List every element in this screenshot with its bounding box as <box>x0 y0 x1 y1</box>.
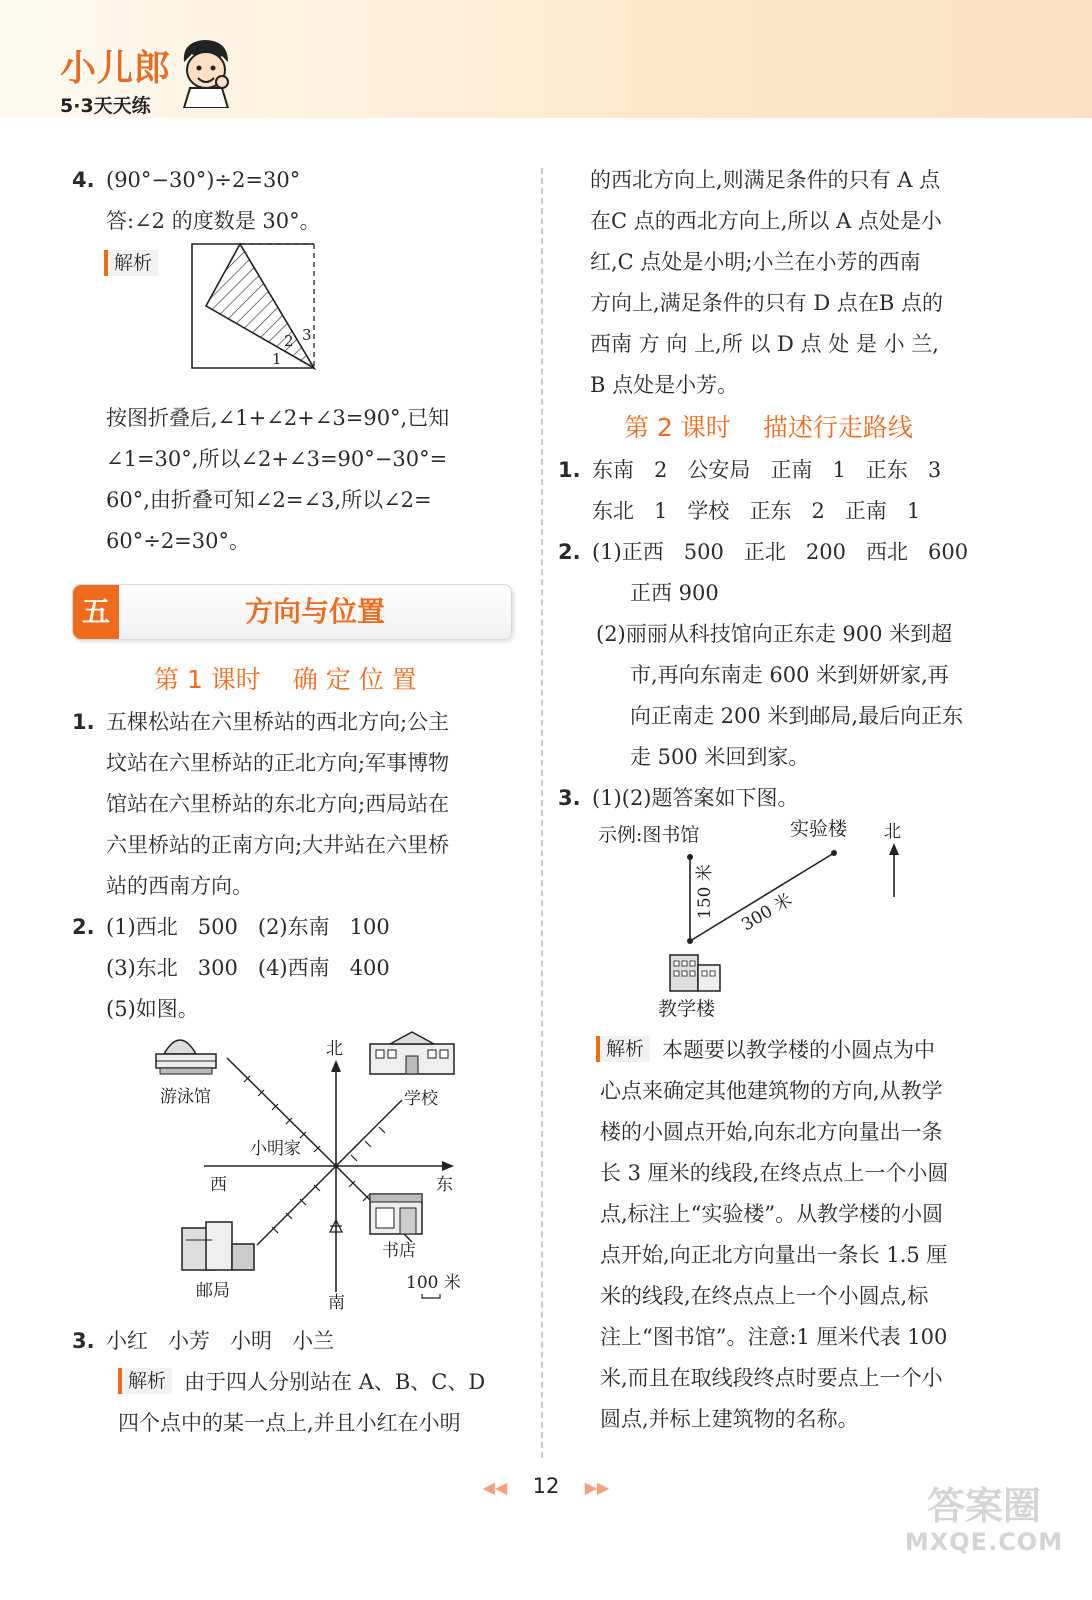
fold-text-line: 60°,由折叠可知∠2=∠3,所以∠2= <box>106 488 432 512</box>
q1-line: 1. 五棵松站在六里桥站的西北方向;公主 <box>72 710 450 734</box>
r-jiexi-line: 楼的小圆点开始,向东北方向量出一条 <box>600 1120 943 1144</box>
q2-line: (5)如图。 <box>106 997 199 1021</box>
jiexi-tag: 解析 <box>596 1036 650 1062</box>
continued-line: 方向上,满足条件的只有 D 点在B 点的 <box>590 291 943 315</box>
right-column <box>558 160 1008 1440</box>
r-q2-2-line: 市,再向东南走 600 米到妍妍家,再 <box>630 663 949 687</box>
r-q2-2-line: 向正南走 200 米到邮局,最后向正东 <box>630 704 964 728</box>
r-q1-line: 东北 1 学校 正东 2 正南 1 <box>592 499 921 523</box>
fold-text-line: ∠1=30°,所以∠2+∠3=90°−30°= <box>106 447 448 471</box>
route-diagram <box>558 819 1008 1019</box>
jiexi-tag: 解析 <box>118 1368 172 1394</box>
fold-figure-block <box>72 242 512 382</box>
direction-map <box>72 1030 512 1310</box>
q1-line: 坟站在六里桥站的正北方向;军事博物 <box>106 751 450 775</box>
r-jiexi-line: 长 3 厘米的线段,在终点点上一个小圆 <box>600 1161 949 1185</box>
brand-logo <box>60 40 171 118</box>
column-divider <box>541 168 543 1458</box>
mascot-icon <box>178 36 234 108</box>
r-jiexi-line: 米,而且在取线段终点时要点上一个小 <box>600 1366 943 1390</box>
q3-jiexi: 解析 由于四人分别站在 A、B、C、D <box>72 1362 512 1403</box>
example-label: 示例:图书馆 <box>598 824 700 846</box>
continued-line: B 点处是小芳。 <box>590 373 739 397</box>
angle-label-1: 1 <box>272 350 282 368</box>
page-footer <box>476 1474 616 1498</box>
angle-label-2: 2 <box>284 332 294 350</box>
r-q2-line: 正西 900 <box>630 581 719 605</box>
r-jiexi-line: 心点来确定其他建筑物的方向,从教学 <box>600 1079 943 1103</box>
q1-line: 六里桥站的正南方向;大井站在六里桥 <box>106 833 450 857</box>
r-q2-2-line: (2)丽丽从科技馆向正东走 900 米到超 <box>596 622 953 646</box>
r-jiexi-line: 点,标注上“实验楼”。从教学楼的小圆 <box>600 1202 944 1226</box>
unit-banner <box>72 584 512 640</box>
r-jiexi-line: 注上“图书馆”。注意:1 厘米代表 100 <box>600 1325 948 1349</box>
south-label: 南 <box>328 1293 345 1310</box>
q4-answer: 答:∠2 的度数是 30°。 <box>106 209 321 233</box>
watermark-url: MXQE.COM <box>904 1528 1064 1556</box>
post-office-label: 邮局 <box>196 1281 230 1301</box>
left-column <box>72 160 512 1444</box>
east-label: 东 <box>436 1175 453 1195</box>
school-icon <box>370 1032 454 1074</box>
q3-line: 3. 小红 小芳 小明 小兰 <box>72 1329 335 1353</box>
bookstore-icon <box>370 1194 422 1234</box>
angle-label-3: 3 <box>302 326 312 344</box>
teaching-building-icon <box>670 955 720 991</box>
north-label: 北 <box>326 1039 343 1059</box>
bookstore-label: 书店 <box>382 1241 416 1261</box>
r-jiexi-line: 米的线段,在终点点上一个小圆点,标 <box>600 1284 929 1308</box>
jiexi-tag: 解析 <box>104 250 158 276</box>
r-jiexi: 解析 本题要以教学楼的小圆点为中 <box>558 1030 1008 1071</box>
lesson1-heading: 第 1 课时 确 定 位 置 <box>154 665 417 694</box>
home-label: 小明家 <box>250 1139 301 1159</box>
fold-explanation <box>72 398 512 562</box>
continued-line: 在C 点的西北方向上,所以 A 点处是小 <box>590 209 942 233</box>
q1-line: 馆站在六里桥站的东北方向;西局站在 <box>106 792 450 816</box>
fold-figure <box>190 242 320 374</box>
unit-number: 五 <box>73 585 119 639</box>
r-q1-line: 1. 东南 2 公安局 正南 1 正东 3 <box>558 458 942 482</box>
r-jiexi-line: 点开始,向正北方向量出一条长 1.5 厘 <box>600 1243 948 1267</box>
fold-text-line: 按图折叠后,∠1+∠2+∠3=90°,已知 <box>106 406 450 430</box>
continued-line: 西南 方 向 上,所 以 D 点 处 是 小 兰, <box>590 332 939 356</box>
school-label: 学校 <box>404 1089 438 1109</box>
distance-300: 300 米 <box>738 889 796 936</box>
brand-series: 5·3天天练 <box>60 95 151 117</box>
lab-label: 实验楼 <box>790 819 848 840</box>
q2-line: 2. (1)西北 500 (2)东南 100 <box>72 915 390 939</box>
school-building-label: 教学楼 <box>658 998 716 1019</box>
west-label: 西 <box>210 1175 227 1195</box>
watermark-logo: 答案圈 <box>926 1484 1041 1528</box>
scale-bar <box>422 1294 440 1298</box>
unit-title: 方向与位置 <box>244 595 385 628</box>
page-number: 12 <box>532 1474 560 1498</box>
north-label: 北 <box>884 822 901 842</box>
watermark <box>894 1484 1074 1556</box>
q1-line: 站的西南方向。 <box>106 874 253 898</box>
r-jiexi-line: 圆点,并标上建筑物的名称。 <box>600 1407 859 1431</box>
r-q2-line: 2. (1)正西 500 正北 200 西北 600 <box>558 540 969 564</box>
swimming-pool-icon <box>156 1040 216 1074</box>
scale-label: 100 米 <box>406 1273 461 1293</box>
q4-line1: 4. (90°−30°)÷2=30° <box>72 168 301 192</box>
q2-line: (3)东北 300 (4)西南 400 <box>106 956 390 980</box>
distance-150: 150 米 <box>695 864 715 919</box>
pool-label: 游泳馆 <box>160 1087 211 1107</box>
prev-arrows-icon: ◀◀ <box>482 1478 508 1497</box>
next-arrows-icon: ▶▶ <box>584 1478 610 1497</box>
brand-name: 小儿郎 <box>60 48 172 89</box>
continued-line: 红,C 点处是小明;小兰在小芳的西南 <box>590 250 921 274</box>
post-office-icon <box>182 1222 254 1270</box>
lesson2-heading: 第 2 课时 描述行走路线 <box>624 413 913 442</box>
continued-line: 的西北方向上,则满足条件的只有 A 点 <box>590 168 941 192</box>
q3-jiexi-line: 四个点中的某一点上,并且小红在小明 <box>118 1411 461 1435</box>
r-q3-line: 3. (1)(2)题答案如下图。 <box>558 786 799 810</box>
fold-text-line: 60°÷2=30°。 <box>106 529 250 553</box>
r-q2-2-line: 走 500 米回到家。 <box>630 745 810 769</box>
